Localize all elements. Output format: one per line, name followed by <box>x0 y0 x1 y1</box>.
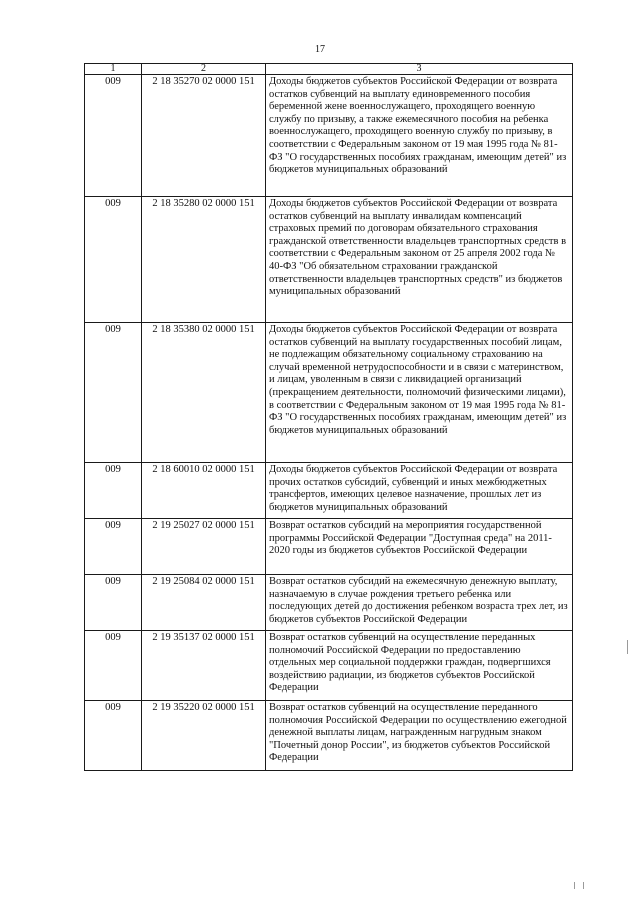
description-cell: Доходы бюджетов субъектов Российской Федерации от возврата остатков субвенций на выплату единовременного пособия беременной жене военнослужащего, проходящего военную службу по призыву, а также ежемесячного пособия на ребенка военнослужащего, проходящего военную службу по призыву, в соответствии с Федеральным законом от 19 мая 1995 года № 81-ФЗ "О государственных пособиях гражданам, имеющим детей" из бюджетов муниципальных образований <box>266 75 573 197</box>
description-cell: Возврат остатков субсидий на мероприятия государственной программы Российской Федерации "Доступная среда" на 2011-2020 годы из бюджетов субъектов Российской Федерации <box>266 519 573 575</box>
budget-code-cell: 2 19 35220 02 0000 151 <box>142 701 266 771</box>
page-number: 17 <box>315 44 325 55</box>
column-header-3: 3 <box>266 64 573 75</box>
budget-code-cell: 2 19 25027 02 0000 151 <box>142 519 266 575</box>
budget-code-cell: 2 18 35280 02 0000 151 <box>142 197 266 323</box>
description-cell: Доходы бюджетов субъектов Российской Федерации от возврата прочих остатков субсидий, субвенций и иных межбюджетных трансфертов, имеющих целевое назначение, прошлых лет из бюджетов муниципальных образований <box>266 463 573 519</box>
table-row <box>85 575 573 631</box>
admin-code-cell: 009 <box>85 631 142 701</box>
table-row <box>85 519 573 575</box>
scan-mark <box>574 882 575 889</box>
budget-code-cell: 2 19 25084 02 0000 151 <box>142 575 266 631</box>
description-cell: Возврат остатков субвенций на осуществление переданных полномочий Российской Федерации по предоставлению отдельных мер социальной поддержки граждан, подвергшихся воздействию радиации, из бюджетов субъектов Российской Федерации <box>266 631 573 701</box>
description-cell: Возврат остатков субсидий на ежемесячную денежную выплату, назначаемую в случае рождения третьего ребенка или последующих детей до достижения ребенком возраста трех лет, из бюджетов субъектов Российской Федерации <box>266 575 573 631</box>
column-header-2: 2 <box>142 64 266 75</box>
table-header-row <box>85 64 573 75</box>
description-cell: Доходы бюджетов субъектов Российской Федерации от возврата остатков субвенций на выплату инвалидам компенсаций страховых премий по договорам обязательного страхования гражданской ответственности владельцев транспортных средств в соответствии с Федеральным законом от 25 апреля 2002 года № 40-ФЗ "Об обязательном страховании гражданской ответственности владельцев транспортных средств" из бюджетов муниципальных образований <box>266 197 573 323</box>
table-row <box>85 631 573 701</box>
table-row <box>85 197 573 323</box>
admin-code-cell: 009 <box>85 701 142 771</box>
table-row <box>85 323 573 463</box>
admin-code-cell: 009 <box>85 463 142 519</box>
scan-mark <box>583 882 584 889</box>
scan-mark <box>627 640 628 654</box>
description-cell: Доходы бюджетов субъектов Российской Федерации от возврата остатков субвенций на выплату государственных пособий лицам, не подлежащим обязательному социальному страхованию на случай временной нетрудоспособности и в связи с материнством, и лицам, уволенным в связи с ликвидацией организаций (прекращением деятельности, полномочий физическими лицами), в соответствии с Федеральным законом от 19 мая 1995 года № 81-ФЗ "О государственных пособиях гражданам, имеющим детей" из бюджетов муниципальных образований <box>266 323 573 463</box>
admin-code-cell: 009 <box>85 197 142 323</box>
budget-codes-table <box>84 63 573 771</box>
admin-code-cell: 009 <box>85 75 142 197</box>
description-cell: Возврат остатков субвенций на осуществление переданного полномочия Российской Федерации по осуществлению ежегодной денежной выплаты лицам, награжденным нагрудным знаком "Почетный донор России", из бюджетов субъектов Российской Федерации <box>266 701 573 771</box>
budget-code-cell: 2 18 35380 02 0000 151 <box>142 323 266 463</box>
admin-code-cell: 009 <box>85 575 142 631</box>
table-row <box>85 463 573 519</box>
table-row <box>85 75 573 197</box>
admin-code-cell: 009 <box>85 323 142 463</box>
column-header-1: 1 <box>85 64 142 75</box>
table-row <box>85 701 573 771</box>
budget-code-cell: 2 19 35137 02 0000 151 <box>142 631 266 701</box>
budget-code-cell: 2 18 35270 02 0000 151 <box>142 75 266 197</box>
budget-code-cell: 2 18 60010 02 0000 151 <box>142 463 266 519</box>
admin-code-cell: 009 <box>85 519 142 575</box>
